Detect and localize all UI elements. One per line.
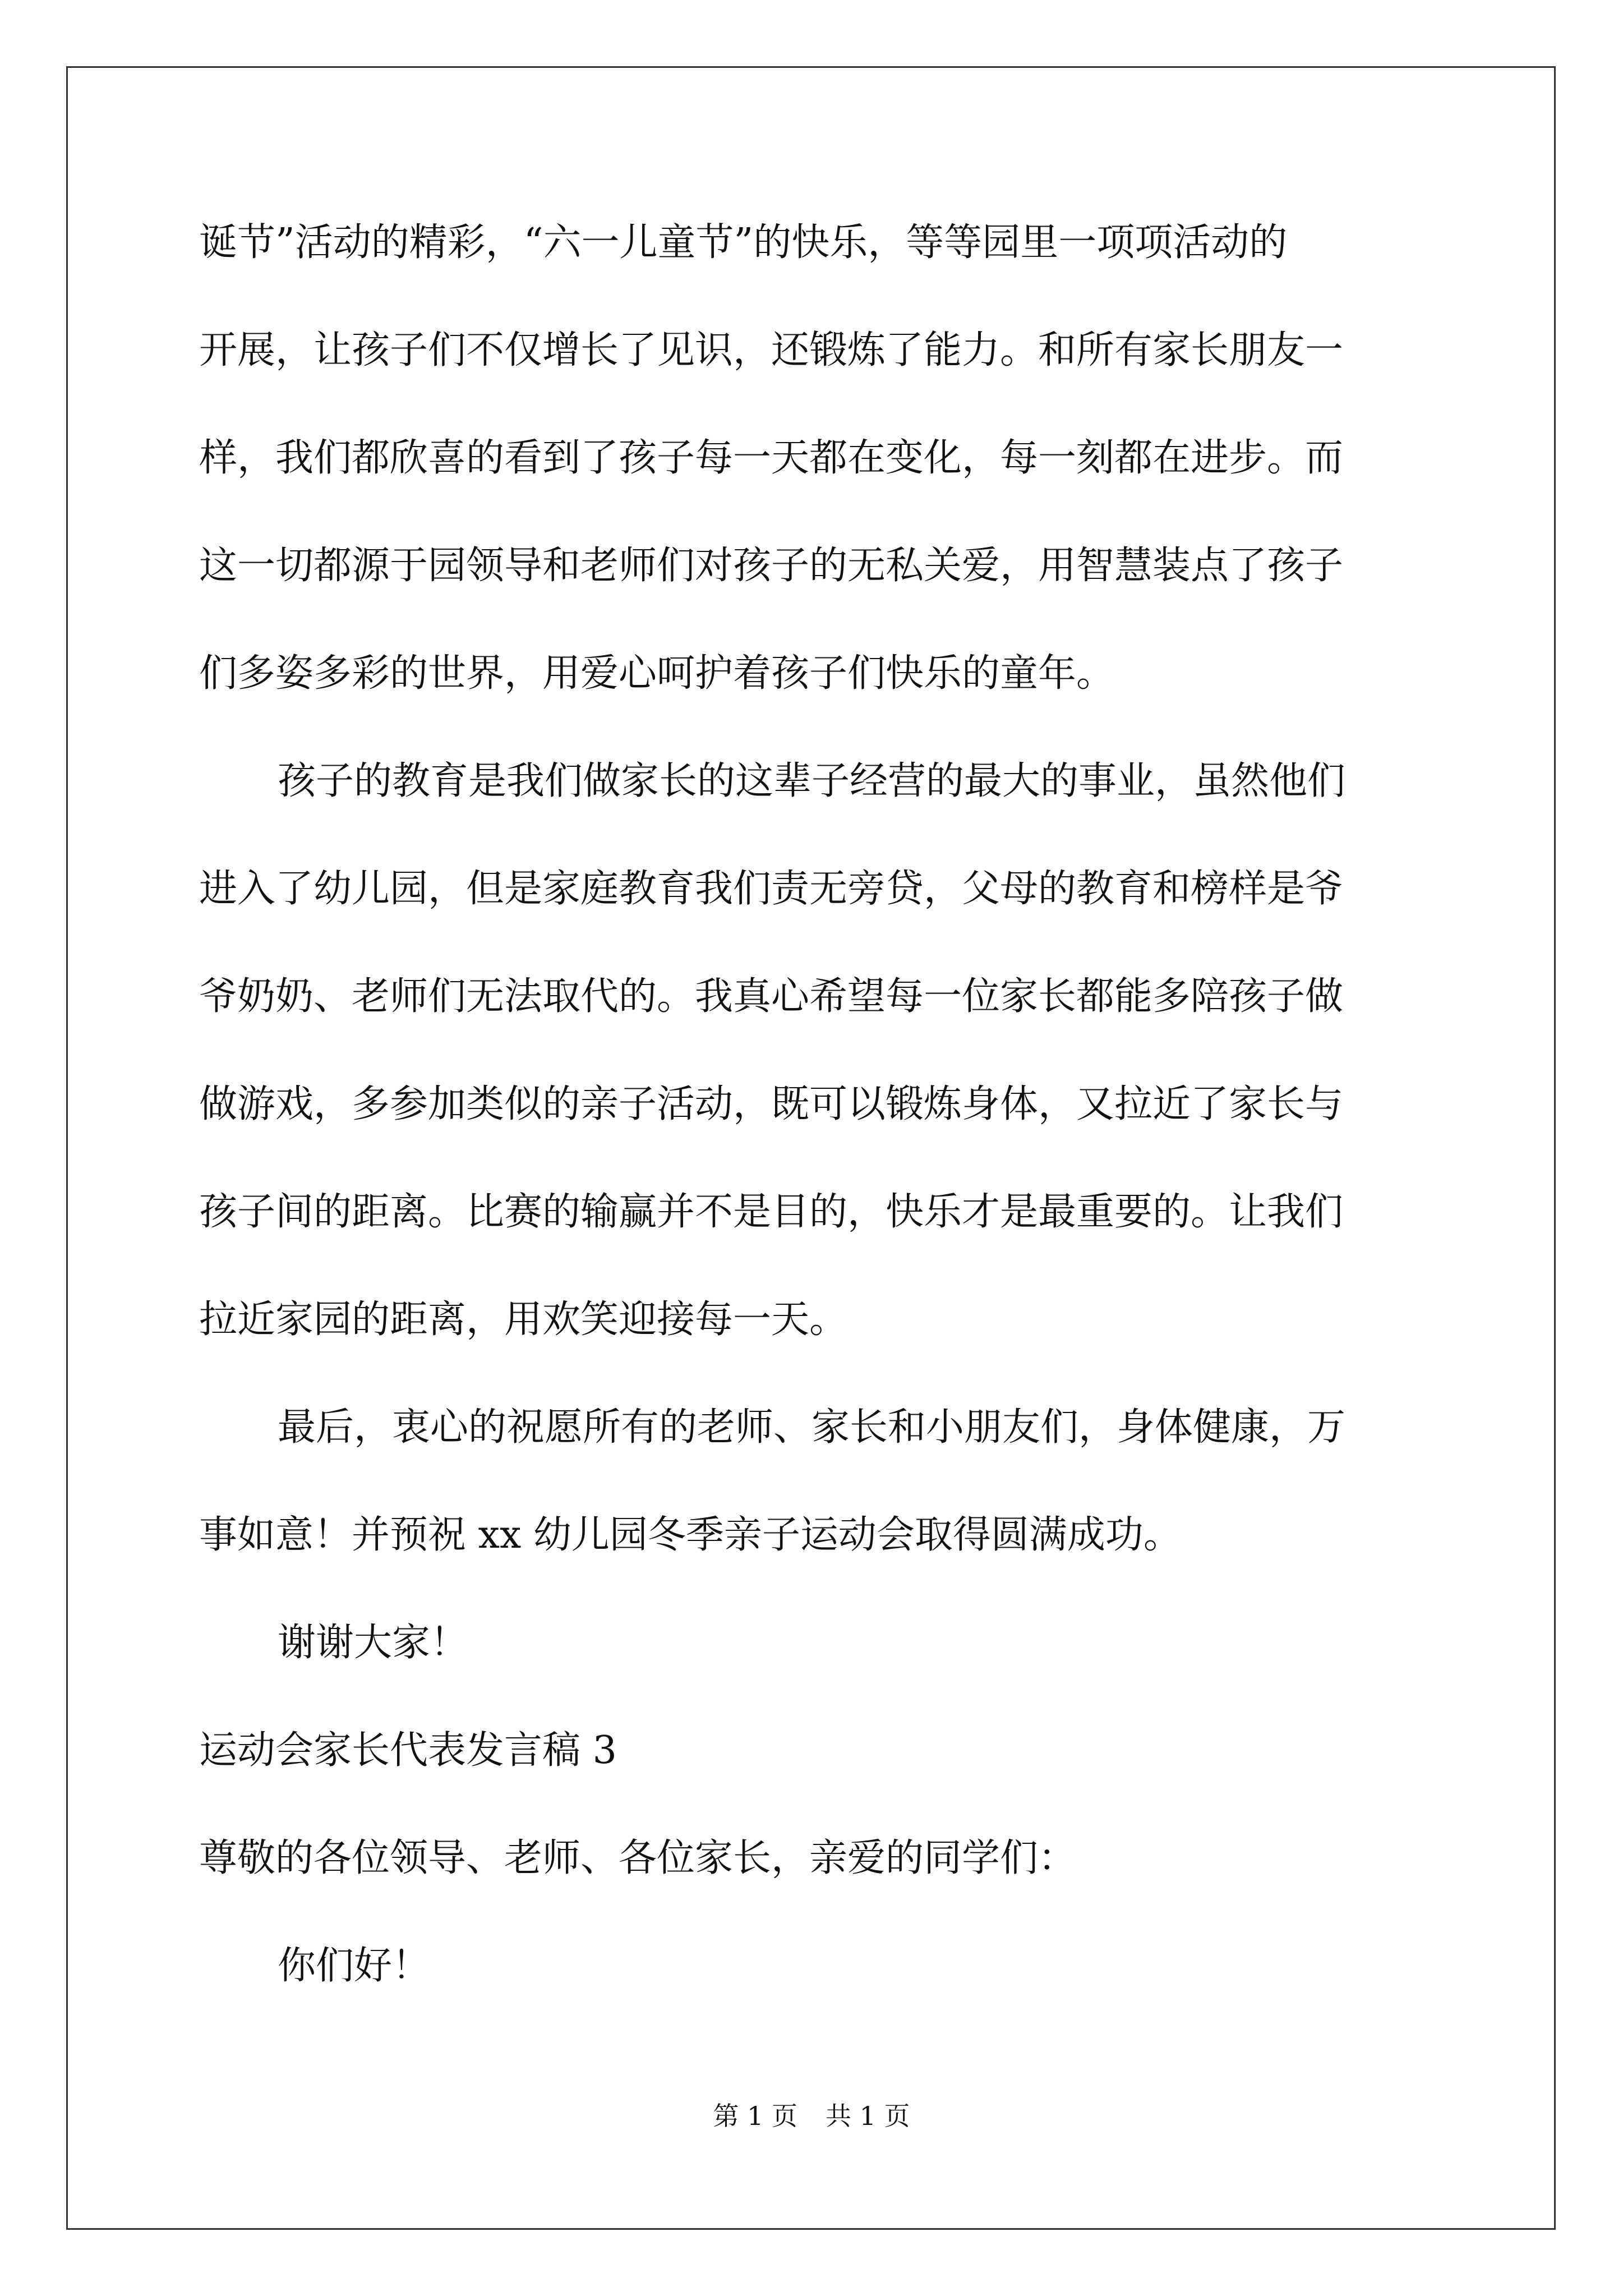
text-line: 进入了幼儿园，但是家庭教育我们责无旁贷，父母的教育和榜样是爷 <box>199 867 1344 911</box>
thanks-line: 谢谢大家！ <box>278 1621 469 1665</box>
text-line: 做游戏，多参加类似的亲子活动，既可以锻炼身体，又拉近了家长与 <box>199 1082 1344 1126</box>
text-line: 孩子间的距离。比赛的输赢并不是目的，快乐才是最重要的。让我们 <box>199 1190 1344 1234</box>
page-total: 共 1 页 <box>826 2101 910 2131</box>
text-line: 事如意！并预祝 xx 幼儿园冬季亲子运动会取得圆满成功。 <box>199 1513 1182 1557</box>
text-line: 这一切都源于园领导和老师们对孩子的无私关爱，用智慧装点了孩子 <box>199 544 1344 588</box>
text-line: 拉近家园的距离，用欢笑迎接每一天。 <box>199 1297 848 1342</box>
text-line: 开展，让孩子们不仅增长了见识，还锻炼了能力。和所有家长朋友一 <box>199 328 1344 372</box>
greeting-line: 你们好！ <box>278 1944 431 1988</box>
document-body <box>199 220 1422 2054</box>
text-line: 们多姿多彩的世界，用爱心呵护着孩子们快乐的童年。 <box>199 651 1115 696</box>
section-heading: 运动会家长代表发言稿 3 <box>199 1728 617 1773</box>
page-number: 第 1 页 <box>713 2101 797 2131</box>
text-line: 样，我们都欣喜的看到了孩子每一天都在变化，每一刻都在进步。而 <box>199 436 1344 480</box>
text-line: 诞节”活动的精彩，“六一儿童节”的快乐，等等园里一项项活动的 <box>199 220 1288 265</box>
text-line: 最后，衷心的祝愿所有的老师、家长和小朋友们，身体健康，万 <box>278 1405 1346 1450</box>
page-footer <box>0 2096 1623 2133</box>
salutation-line: 尊敬的各位领导、老师、各位家长，亲爱的同学们： <box>199 1836 1077 1880</box>
text-line: 孩子的教育是我们做家长的这辈子经营的最大的事业，虽然他们 <box>278 759 1346 803</box>
text-line: 爷奶奶、老师们无法取代的。我真心希望每一位家长都能多陪孩子做 <box>199 974 1344 1019</box>
